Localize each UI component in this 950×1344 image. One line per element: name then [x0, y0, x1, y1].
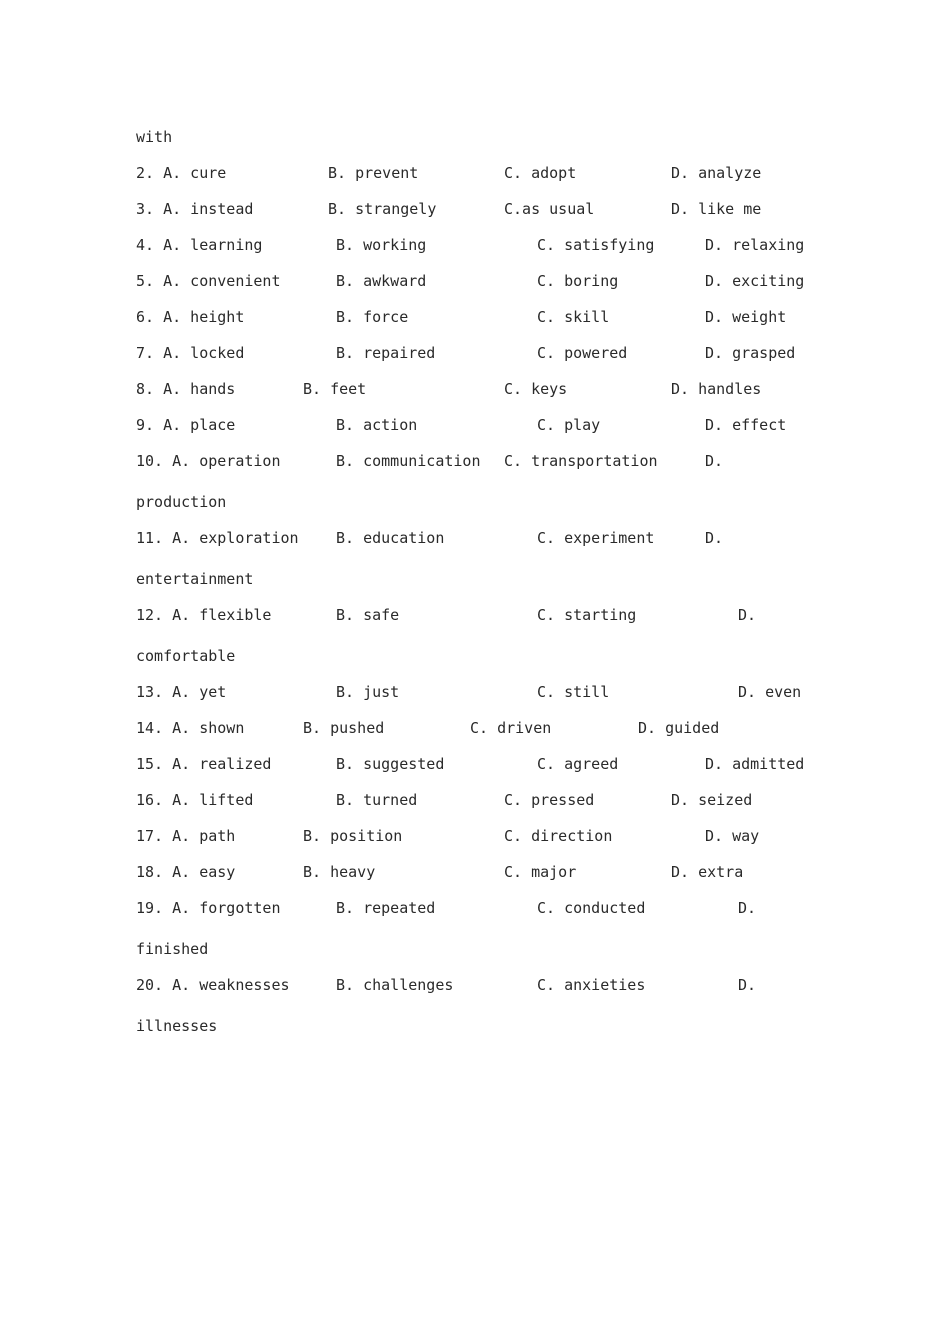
- option-d: D. like me: [671, 200, 762, 218]
- option-a: 8. A. hands: [136, 380, 236, 398]
- option-d: D.: [705, 452, 724, 470]
- option-d-wrap: entertainment: [136, 570, 254, 588]
- option-d: D. extra: [671, 863, 744, 881]
- option-c: C. starting: [537, 606, 637, 624]
- option-b: B. action: [336, 416, 418, 434]
- option-c: C. play: [537, 416, 601, 434]
- option-c: C. transportation: [504, 452, 658, 470]
- option-a: 18. A. easy: [136, 863, 236, 881]
- option-a: 10. A. operation: [136, 452, 281, 470]
- option-b: B. pushed: [303, 719, 385, 737]
- option-b: B. education: [336, 529, 445, 547]
- option-d-wrap: finished: [136, 940, 209, 958]
- option-a: 9. A. place: [136, 416, 236, 434]
- option-c: C. still: [537, 683, 610, 701]
- option-a: 15. A. realized: [136, 755, 272, 773]
- option-d: D. grasped: [705, 344, 796, 362]
- option-d-wrap: production: [136, 493, 227, 511]
- option-a: 13. A. yet: [136, 683, 227, 701]
- option-b: B. force: [336, 308, 409, 326]
- option-b: B. repaired: [336, 344, 436, 362]
- option-b: B. challenges: [336, 976, 454, 994]
- option-d: D. analyze: [671, 164, 762, 182]
- option-a: 5. A. convenient: [136, 272, 281, 290]
- option-a: 14. A. shown: [136, 719, 245, 737]
- option-c: C. keys: [504, 380, 568, 398]
- option-d: D. exciting: [705, 272, 805, 290]
- option-a: 3. A. instead: [136, 200, 254, 218]
- option-a: 16. A. lifted: [136, 791, 254, 809]
- option-c: C. driven: [470, 719, 552, 737]
- option-b: B. awkward: [336, 272, 427, 290]
- option-a: 11. A. exploration: [136, 529, 299, 547]
- option-c: C. powered: [537, 344, 628, 362]
- option-d: D.: [738, 899, 757, 917]
- option-b: B. safe: [336, 606, 400, 624]
- option-d: D. handles: [671, 380, 762, 398]
- option-c: C. experiment: [537, 529, 655, 547]
- option-d: D.: [705, 529, 724, 547]
- option-b: B. working: [336, 236, 427, 254]
- option-d: D. way: [705, 827, 760, 845]
- option-c: C. direction: [504, 827, 613, 845]
- option-d: D. relaxing: [705, 236, 805, 254]
- option-c: C. boring: [537, 272, 619, 290]
- option-a: 19. A. forgotten: [136, 899, 281, 917]
- option-c: C. pressed: [504, 791, 595, 809]
- option-d: D.: [738, 976, 757, 994]
- option-d-wrap: illnesses: [136, 1017, 218, 1035]
- option-a: 7. A. locked: [136, 344, 245, 362]
- option-a: 12. A. flexible: [136, 606, 272, 624]
- option-b: B. communication: [336, 452, 481, 470]
- option-c: C. satisfying: [537, 236, 655, 254]
- option-c: C. conducted: [537, 899, 646, 917]
- option-c: C. agreed: [537, 755, 619, 773]
- option-b: B. position: [303, 827, 403, 845]
- option-b: B. turned: [336, 791, 418, 809]
- option-d: D. even: [738, 683, 802, 701]
- option-d: D. seized: [671, 791, 753, 809]
- option-d: D. effect: [705, 416, 787, 434]
- option-c: C. anxieties: [537, 976, 646, 994]
- option-b: B. strangely: [328, 200, 437, 218]
- option-a: 4. A. learning: [136, 236, 263, 254]
- option-c: C. skill: [537, 308, 610, 326]
- option-b: B. repeated: [336, 899, 436, 917]
- option-a: 17. A. path: [136, 827, 236, 845]
- option-c: C. major: [504, 863, 577, 881]
- option-b: B. suggested: [336, 755, 445, 773]
- option-d: D. weight: [705, 308, 787, 326]
- option-b: B. just: [336, 683, 400, 701]
- option-b: B. prevent: [328, 164, 419, 182]
- option-d: D.: [738, 606, 757, 624]
- option-d: D. guided: [638, 719, 720, 737]
- option-a: 2. A. cure: [136, 164, 227, 182]
- option-c: C.as usual: [504, 200, 595, 218]
- option-b: B. feet: [303, 380, 367, 398]
- option-text: with: [136, 128, 173, 146]
- option-d-wrap: comfortable: [136, 647, 236, 665]
- option-d: D. admitted: [705, 755, 805, 773]
- option-b: B. heavy: [303, 863, 376, 881]
- option-a: 20. A. weaknesses: [136, 976, 290, 994]
- option-c: C. adopt: [504, 164, 577, 182]
- option-a: 6. A. height: [136, 308, 245, 326]
